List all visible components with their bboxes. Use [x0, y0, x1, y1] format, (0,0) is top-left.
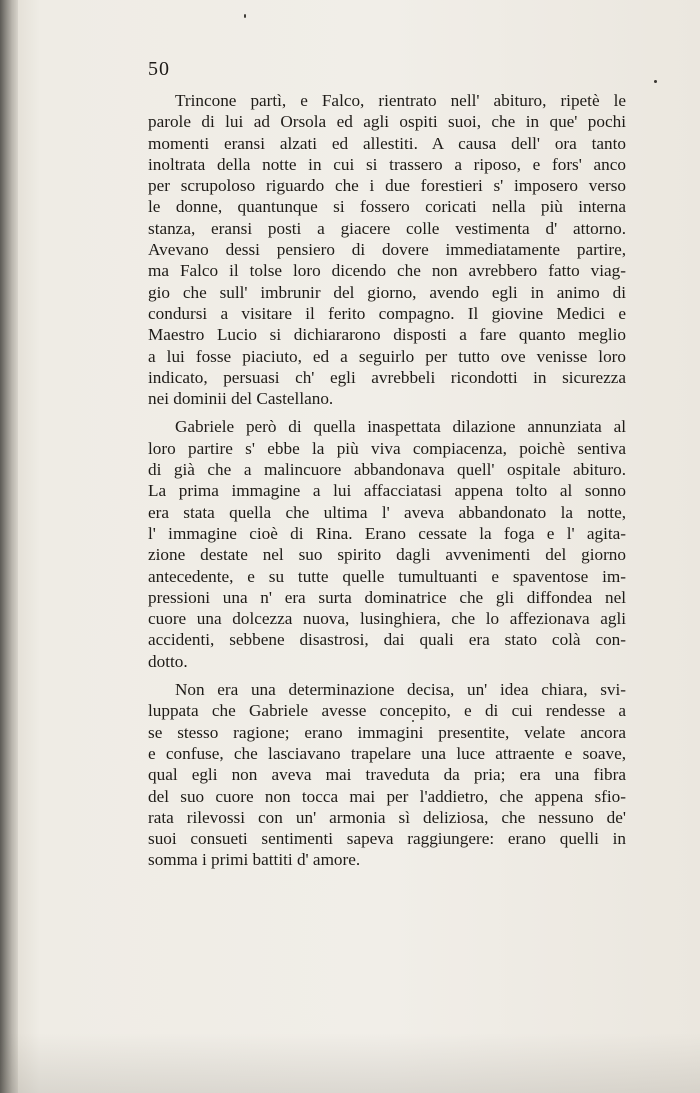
text-line: se stesso ragione; erano immagini presentite, velate ancora: [148, 722, 626, 742]
text-line: di già che a malincuore abbandonava quell' ospitale abituro.: [148, 460, 626, 480]
text-line: e confuse, che lasciavano trapelare una luce attraente e soave,: [148, 743, 626, 763]
text-line: parole di lui ad Orsola ed agli ospiti suoi, che in que' pochi: [148, 112, 626, 132]
text-line: le donne, quantunque si fossero coricati nella più interna: [148, 197, 626, 217]
text-line: Gabriele però di quella inaspettata dilazione annunziata al: [175, 417, 626, 437]
body-text: [148, 90, 626, 878]
page-bottom-shade: [0, 1033, 700, 1093]
text-line: l' immagine cioè di Rina. Erano cessate la foga e l' agita-: [148, 523, 626, 543]
text-line: cuore una dolcezza nuova, lusinghiera, che lo affezionava agli: [148, 609, 626, 629]
text-line: momenti eransi alzati ed allestiti. A causa dell' ora tanto: [148, 133, 626, 153]
text-line: luppata che Gabriele avesse concepito, e di cui rendesse a: [148, 701, 626, 721]
paragraph-2: [148, 416, 626, 672]
text-line: era stata quella che ultima l' aveva abbandonato la notte,: [148, 502, 626, 522]
text-line: per scrupoloso riguardo che i due forestieri s' imposero verso: [148, 176, 626, 196]
text-line: loro partire s' ebbe la più viva compiacenza, poichè sentiva: [148, 438, 626, 458]
ink-speck: [412, 720, 414, 722]
text-line: somma i primi battiti d' amore.: [148, 850, 361, 870]
text-line: accidenti, sebbene disastrosi, dai quali era stato colà con-: [148, 630, 626, 650]
text-line: a lui fosse piaciuto, ed a seguirlo per tutto ove venisse loro: [148, 346, 626, 366]
text-line: indicato, persuasi ch' egli avrebbeli ricondotti in sicurezza: [148, 367, 626, 387]
text-line: qual egli non aveva mai traveduta da pria; era una fibra: [148, 765, 626, 785]
text-line: condursi a visitare il ferito compagno. Il giovine Medici e: [148, 303, 626, 323]
text-line: Non era una determinazione decisa, un' idea chiara, svi-: [175, 680, 626, 700]
text-line: inoltrata della notte in cui si trassero a riposo, e fors' anco: [148, 154, 626, 174]
text-line: Trincone partì, e Falco, rientrato nell' abituro, ripetè le: [175, 91, 626, 110]
text-line: dotto.: [148, 651, 188, 671]
paragraph-3: [148, 679, 626, 871]
paragraph-1: [148, 90, 626, 409]
text-line: antecedente, e su tutte quelle tumultuanti e spaventose im-: [148, 566, 626, 586]
page-binding-edge: [0, 0, 18, 1093]
text-line: suoi consueti sentimenti sapeva raggiungere: erano quelli in: [148, 829, 626, 849]
text-line: nei dominii del Castellano.: [148, 389, 334, 409]
text-line: gio che sull' imbrunir del giorno, avendo egli in animo di: [148, 282, 626, 302]
text-line: Maestro Lucio si dichiararono disposti a fare quanto meglio: [148, 325, 626, 345]
text-line: La prima immagine a lui affacciatasi appena tolto al sonno: [148, 481, 626, 501]
text-line: stanza, eransi posti a giacere colle vestimenta d' attorno.: [148, 218, 626, 238]
ink-speck: [654, 80, 657, 83]
page-number: 50: [148, 58, 170, 80]
text-line: Avevano dessi pensiero di dovere immediatamente partire,: [148, 240, 626, 260]
text-line: zione destate nel suo spirito dagli avvenimenti del giorno: [148, 545, 626, 565]
text-line: rata rilevossi con un' armonia sì deliziosa, che nessuno de': [148, 807, 626, 827]
text-line: pressioni una n' era surta dominatrice che gli diffondea nel: [148, 587, 626, 607]
text-line: ma Falco il tolse loro dicendo che non avrebbero fatto viag-: [148, 261, 626, 281]
ink-speck: [244, 14, 246, 18]
text-line: del suo cuore non tocca mai per l'addietro, che appena sfio-: [148, 786, 626, 806]
